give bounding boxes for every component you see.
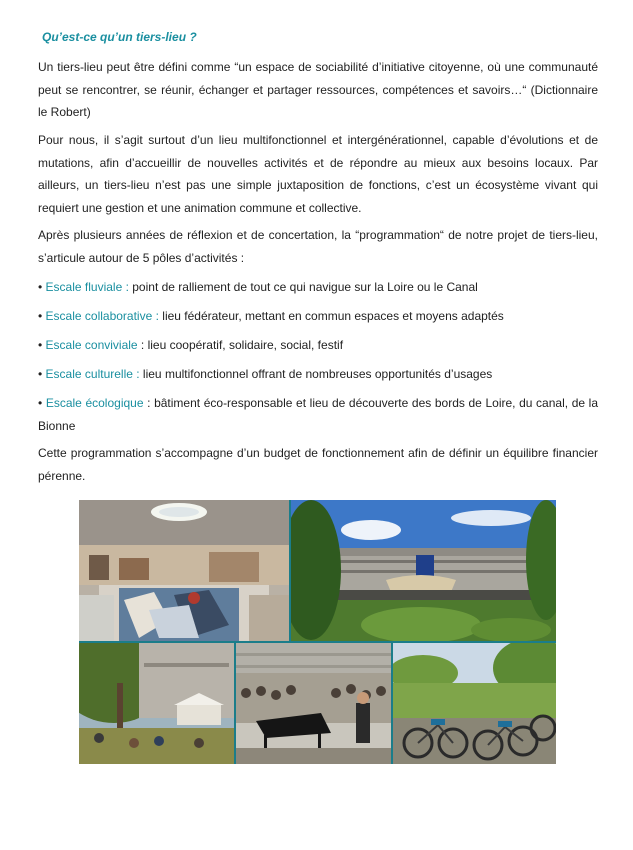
- photo-piano-concert: [236, 643, 391, 764]
- photo-building-exterior: [291, 500, 556, 641]
- vision-paragraph: Pour nous, il s’agit surtout d’un lieu multifonctionnel et intergénérationnel, capable d’évolutions et de mutations, afin d’accueillir de nouvelles activités et de répondre au mieux aux besoins locaux. Par ailleurs, un tiers-lieu n’est pas une simple juxtaposition de fonctions, c’est un écosystème vivant qui requiert une gestion et une animation commune et collective.: [38, 133, 598, 215]
- definition-paragraph: Un tiers-lieu peut être défini comme “un espace de sociabilité d’initiative citoyenne, où une communauté peut se rencontrer, se réunir, échanger et partager ressources, compétences et savoirs…“ (Dictionnaire le Robert): [38, 60, 598, 119]
- pole-item-culturelle: [38, 363, 598, 386]
- pole-description: lieu fédérateur, mettant en commun espaces et moyens adaptés: [158, 309, 504, 323]
- section-heading: Qu’est-ce qu’un tiers-lieu ?: [42, 30, 197, 44]
- pole-item-fluviale: [38, 276, 598, 299]
- photo-bicycles: [393, 643, 556, 764]
- pole-item-collaborative: [38, 305, 598, 328]
- pole-name: Escale collaborative :: [45, 309, 159, 323]
- photo-indoor-hall: [79, 500, 289, 641]
- pole-name: Escale fluviale :: [45, 280, 129, 294]
- bullet: •: [38, 396, 43, 410]
- pole-item-conviviale: [38, 334, 598, 357]
- photo-garden-tent: [79, 643, 234, 764]
- pole-description: lieu multifonctionnel offrant de nombreuses opportunités d’usages: [139, 367, 493, 381]
- photo-collage: [79, 500, 556, 764]
- pole-description: : lieu coopératif, solidaire, social, festif: [137, 338, 344, 352]
- bullet: •: [38, 309, 43, 323]
- pole-name: Escale culturelle :: [45, 367, 140, 381]
- programmation-paragraph: Après plusieurs années de réflexion et de concertation, la “programmation“ de notre projet de tiers-lieu, s’articule autour de 5 pôles d’activités :: [38, 228, 598, 265]
- pole-name: Escale conviviale: [45, 338, 138, 352]
- pole-description: point de ralliement de tout ce qui navigue sur la Loire ou le Canal: [128, 280, 478, 294]
- budget-paragraph: Cette programmation s’accompagne d’un budget de fonctionnement afin de définir un équilibre financier pérenne.: [38, 446, 598, 483]
- bullet: •: [38, 338, 43, 352]
- bullet: •: [38, 280, 43, 294]
- pole-item-ecologique: [38, 392, 598, 437]
- pole-description: : bâtiment éco-responsable et lieu de découverte des bords de Loire, du canal, de la Bionne: [38, 396, 598, 433]
- pole-name: Escale écologique: [45, 396, 144, 410]
- bullet: •: [38, 367, 43, 381]
